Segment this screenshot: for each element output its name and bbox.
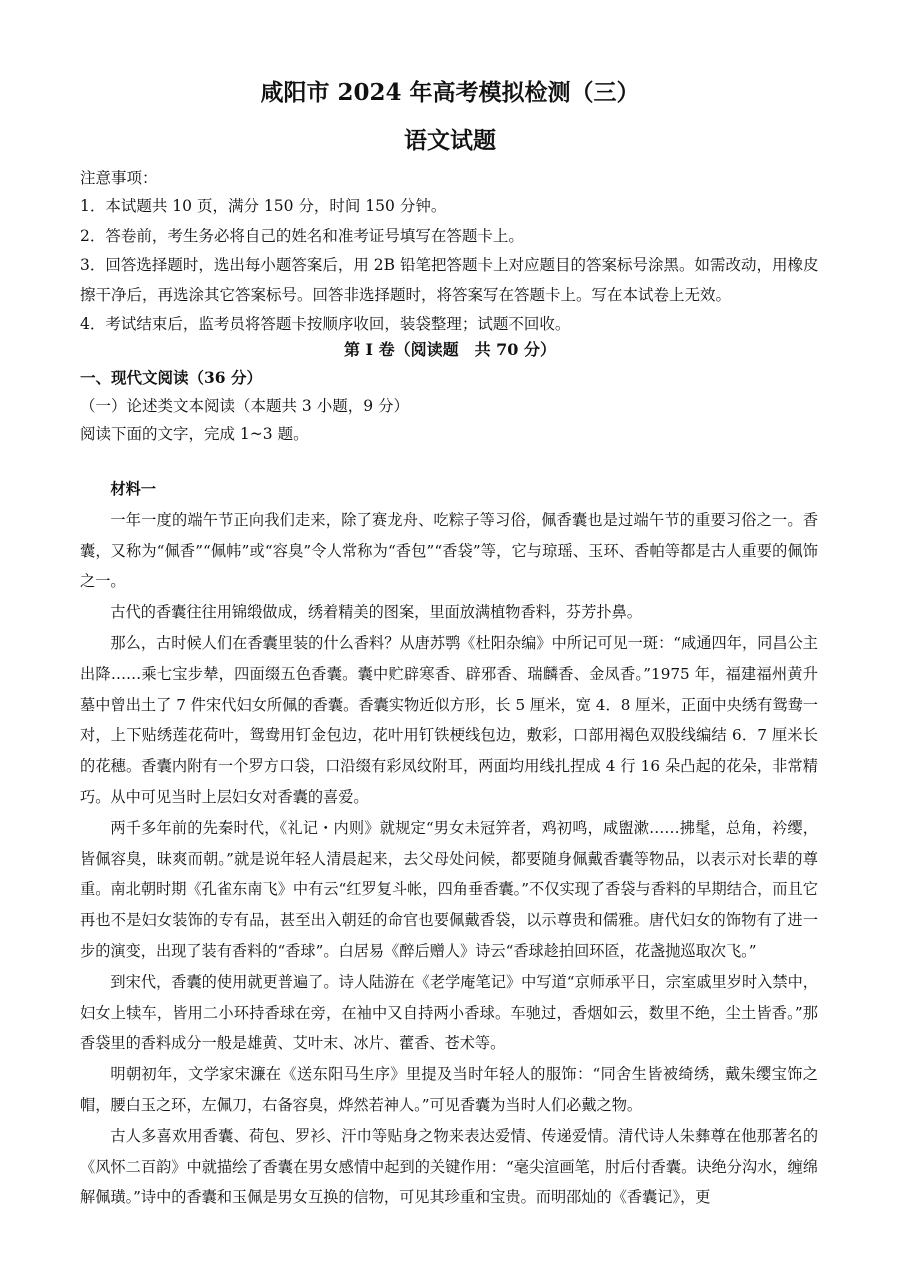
exam-subtitle: 语文试题 bbox=[404, 127, 496, 154]
notice-list bbox=[80, 192, 820, 340]
notice-item: 1．本试题共 10 页，满分 150 分，时间 150 分钟。 bbox=[80, 197, 447, 215]
passage-paragraph: 到宋代，香囊的使用就更普遍了。诗人陆游在《老学庵笔记》中写道“京师承平日，宗室戚里岁时入禁中，妇女上犊车，皆用二小环持香球在旁，在袖中又自持两小香球。车驰过，香烟如云，数里不绝，尘土皆香。”那香袋里的香料成分一般是雄黄、艾叶末、冰片、藿香、苍术等。 bbox=[80, 972, 818, 1053]
passage-paragraph: 那么，古时候人们在香囊里装的什么香料？从唐苏鹗《杜阳杂编》中所记可见一斑：“咸通四年，同昌公主出降……乘七宝步辇，四面缀五色香囊。囊中贮辟寒香、辟邪香、瑞麟香、金凤香。”1975 年，福建福州黄升墓中曾出土了 7 件宋代妇女所佩的香囊。香囊实物近似方形，长 5 厘米，宽 4．8 厘米，正面中央绣有鸳鸯一对，上下贴绣莲花荷叶，鸳鸯用钉金包边，花叶用钉铁梗线包边，敷彩，口部用褐色双股线编结 6．7 厘米长的花穗。香囊内附有一个罗方口袋，口沿缀有彩凤纹附耳，两面均用线扎捏成 4 行 16 朵凸起的花朵，非常精巧。从中可见当时上层妇女对香囊的喜爱。 bbox=[80, 633, 818, 806]
passage-paragraph: 一年一度的端午节正向我们走来，除了赛龙舟、吃粽子等习俗，佩香囊也是过端午节的重要习俗之一。香囊，又称为“佩香”“佩帏”或“容臭”令人常称为“香包”“香袋”等，它与琼瑶、玉环、香帕等都是古人重要的佩饰之一。 bbox=[80, 510, 818, 591]
volume-heading: 第 I 卷（阅读题 共 70 分） bbox=[343, 340, 557, 359]
section-heading: 一、现代文阅读（36 分） bbox=[80, 368, 262, 387]
exam-title: 咸阳市 2024 年高考模拟检测（三） bbox=[260, 79, 640, 106]
passage-paragraph: 明朝初年，文学家宋濂在《送东阳马生序》里提及当时年轻人的服饰：“同舍生皆被绮绣，戴朱缨宝饰之帽，腰白玉之环，左佩刀，右备容臭，烨然若神人。”可见香囊为当时人们必戴之物。 bbox=[80, 1065, 818, 1114]
passage-paragraph: 古代的香囊往往用锦缎做成，绣着精美的图案，里面放满植物香料，芬芳扑鼻。 bbox=[110, 603, 642, 622]
passage-paragraph: 两千多年前的先秦时代，《礼记・内则》就规定“男女未冠笄者，鸡初鸣，咸盥漱……拂髦，总角，衿缨，皆佩容臭，昧爽而朝。”就是说年轻人清晨起来，去父母处问候，都要随身佩戴香囊等物品，以表示对长辈的尊重。南北朝时期《孔雀东南飞》中有云“红罗复斗帐，四角垂香囊。”不仅实现了香袋与香料的早期结合，而且它再也不是妇女装饰的专有品，甚至出入朝廷的命官也要佩戴香袋，以示尊贵和儒雅。唐代妇女的饰物有了进一步的演变，出现了装有香料的“香球”。白居易《醉后赠人》诗云“香球趁拍回环匼，花盏抛巡取次飞。” bbox=[80, 818, 818, 960]
reading-passage bbox=[80, 474, 818, 1213]
reading-instruction: 阅读下面的文字，完成 1~3 题。 bbox=[80, 425, 309, 443]
notice-item: 2．答卷前，考生务必将自己的姓名和准考证号填写在答题卡上。 bbox=[80, 226, 524, 245]
notice-heading: 注意事项： bbox=[80, 169, 158, 187]
notice-item: 3．回答选择题时，选出每小题答案后，用 2B 铅笔把答题卡上对应题目的答案标号涂黑。如需改动，用橡皮擦干净后，再选涂其它答案标号。回答非选择题时，将答案写在答题卡上。写在本试卷上无效。 bbox=[80, 256, 819, 304]
subsection-heading: （一）论述类文本阅读（本题共 3 小题，9 分） bbox=[80, 397, 410, 415]
notice-item: 4．考试结束后，监考员将答题卡按顺序收回，装袋整理；试题不回收。 bbox=[80, 315, 571, 333]
passage-paragraph: 古人多喜欢用香囊、荷包、罗衫、汗巾等贴身之物来表达爱情、传递爱情。清代诗人朱彝尊在他那著名的《风怀二百韵》中就描绘了香囊在男女感情中起到的关键作用：“毫尖渲画笔，肘后付香囊。诀绝分沟水，缠绵解佩璜。”诗中的香囊和玉佩是男女互换的信物，可见其珍重和宝贵。而明邵灿的《香囊记》，更 bbox=[80, 1126, 818, 1207]
material-label: 材料一 bbox=[110, 480, 156, 498]
